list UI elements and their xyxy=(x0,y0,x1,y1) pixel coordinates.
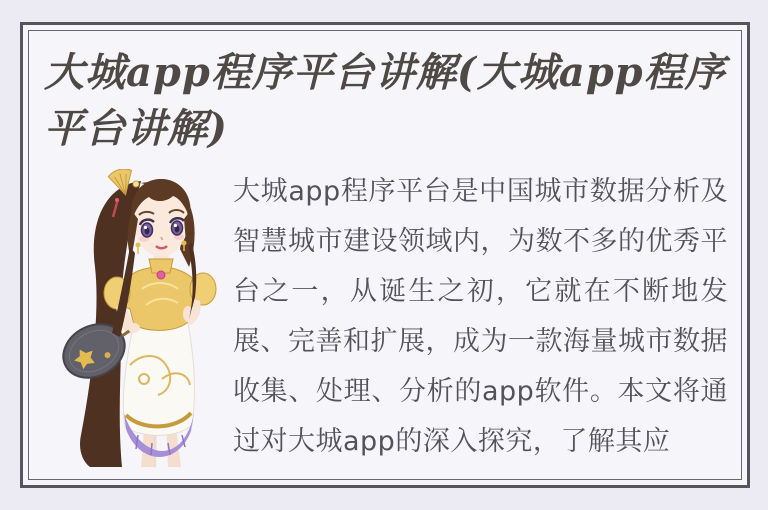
article-title: 大城app程序平台讲解(大城app程序平台讲解) xyxy=(44,49,726,152)
character-illustration xyxy=(42,169,225,467)
anime-girl-with-fan-illustration xyxy=(42,169,225,467)
article-body: 大城app程序平台是中国城市数据分析及智慧城市建设领域内，为数不多的优秀平台之一，从诞生之初，它就在不断地发展、完善和扩展，成为一款海量城市数据收集、处理、分析的app软件。本文将通过对大城app的深入探究，了解其应 xyxy=(233,176,728,457)
outer-frame xyxy=(20,22,750,488)
inner-frame xyxy=(28,30,742,480)
article-content xyxy=(42,167,728,467)
